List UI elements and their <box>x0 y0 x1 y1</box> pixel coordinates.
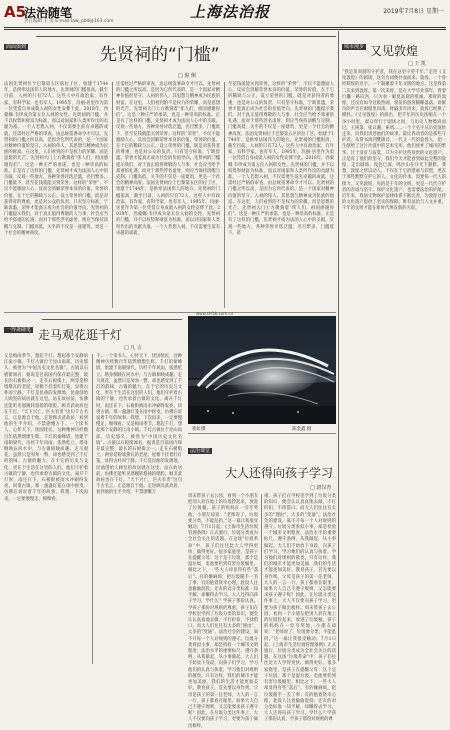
bridge-photo-image <box>188 316 336 424</box>
article-4-author: □ 唐汉青 <box>310 485 332 491</box>
section-divider <box>4 312 336 313</box>
section-title: 法治随笔 <box>24 6 73 20</box>
article-4-column-tag: 法治课堂 <box>190 448 211 454</box>
photo-divider <box>188 433 336 434</box>
photo-caption-right: 陈金鑫 摄 <box>292 427 312 432</box>
column-divider <box>261 494 262 662</box>
article-1-body: 法国先贤祠位于巴黎第五区的拉丁区，始建于1744年，是供奉法国伟人的地方。先贤祠的门槛很高，截至目前，入祠的只有72人。这些人中有政治家，有作家，有科学家，也有军人。1995年，玛丽·居里作为第一位凭借自身成就入祠的女性安葬于此。2018年，西蒙娜·韦伊成为第五位入祠的女性。先贤祠的门槛，并不以权势和财富为标准，而以对国家和人类所作出的贡献为准。一个人若想入祠，不仅需要生前有卓越的成就，还需经过严格的审查，由总统签署命令才可以。先贤祠的门槛之所以高，是因为它所代表的，是一个国家对精神价值的坚守。入祠的伟人，其思想与精神成为民族的财富。在这里，人们看到的不是权力的荣耀，而是思想的光芒。先贤祠大门上方镌刻着“伟人们，祖国感谢你们”。这是一种庄严的承诺，也是一种崇高的标准。正是有了这样的门槛，先贤祠才成为法国人心中的圣殿。反观一些地方，各种荣誉评选泛滥，名目繁多，门槛低下，甚至花钱就能买到荣誉。这样的“荣誉”，不仅不能激励人心，反而会消解荣誉本身的价值。荣誉的价值，在于它的稀缺与公正。设立荣誉的门槛，既是对获得者的尊重，也是对公众的负责。只有坚守标准，宁缺毋滥，荣誉才能真正成为社会的价值导向。先贤祠的门槛提示我们，对于真正值得尊敬的人与事，社会应当给予郑重的礼遇；而对于那些浮名虚誉，则应当保持清醒与克制。门槛高低，关乎的不仅是一座建筑，更是一个社会的精神高度。 <box>4 82 108 236</box>
issue-date: 2019年7月8日 星期一 <box>383 8 444 15</box>
article-4-body: 周末带孩子去公园，看到一个小朋友把别人扔在地上的垃圾捡起来，放进了垃圾桶。孩子的妈妈在一旁夸奖他，小朋友却说：“老师说了，垃圾要分类，不能乱扔。”这一幕让我很受触动。7月1日起，《上海市生活垃圾管理条例》正式施行，垃圾分类成为全社会关注的话题。在这场“垃圾革命”中，孩子们往往比大人学得更快、做得更好。很多家庭里，是孩子在提醒父母：这个是干垃圾，那个是湿垃圾，电池要扔到有害垃圾桶里。相比之下，一些大人却显得有些“落后”。有的嫌麻烦，把垃圾随手一丢了事；有的抱着侥幸心理，趁没人注意偷偷混投；还有的对分类标准一知半解，却懒得去学习。大人还得向孩子学习。学什么？学孩子那份认真，学孩子那份对规则的尊重。孩子们在学校里学到了垃圾分类的知识，便会认认真真地去做，不打折扣，不找借口。而大人们往往有太多的“理由”，太多的“变通”。法治社会的建设，离不开每一个人对规则的遵守。垃圾分类看似小事，却是检验一个城市文明程度、法治水平的重要标尺。遵守条例，从我做起，从小事做起。大人们不妨放下身段，向孩子们学习，学习他们的认真与执着，学习他们对规则的敬畏。只有这样，我们的城市才能更加美丽，我们的生活才能更加美好。教育孩子，首先要以身作则。父母是孩子的第一任老师，大人的一言一行，孩子都看在眼里。如果大人自己不遵守规则，又怎能要求孩子遵守呢？因此，在垃圾分类这件事上，大人不仅要向孩子学习，更要为孩子做出榜样。 <box>188 494 258 729</box>
article-3-body: 又是梅雨季节，想起千灯，想起那个安静的江南小镇。千灯古镇位于昆山南部，历史悠久，被誉为“中国历史文化名镇”。古镇以石板街闻名，据说是目前国内保存最完整、最长的石板街之一。走在石板街上，两旁是粉墙黛瓦的老屋，屋檐下挂着红灯笼，显得古朴而宁静。千灯是昆曲的发源地，昆曲创始人顾坚的故居就在这里。站在故居前，仿佛还能听见那婉转悠扬的唱腔。顾炎武故居也在千灯，“天下兴亡，匹夫有责”这句千古名言，正是源自于他。走进顾炎武故居，看到他的生平介绍，不禁感慨万千。一个读书人，心怀天下，忧国忧民，这种精神历经数百年依然熠熠生辉。千灯的秦峰塔，始建于南朝梁代，历经千年风雨，依然屹立。塔身倒映在河水中，与古镇相映成趣。走马观花，虽然只是匆匆一瞥，却也感受到了千灯的韵味。古镇的魅力，在于它的历史与文化，更在于生活在这里的人们。他们守护着古镇的宁静，也传承着古镇的文化。离开千灯时，雨还在下，石板街被雨水冲刷得发亮。回望古镇，那一盏盏灯笼在雨中摇曳，仿佛在诉说着千年的故事。我想，下次再来，一定要慢慢走，细细看。 <box>4 354 88 502</box>
article-3-column-tag: 一得斋随笔 <box>6 327 32 333</box>
article-1-title: 先贤祠的“门槛” <box>100 45 220 65</box>
article-3-title: 走马观花逛千灯 <box>38 328 123 342</box>
article-2-column-header <box>342 33 366 52</box>
header-rule <box>4 27 446 28</box>
article-4-body-col2: 重。孩子们在学校里学到了垃圾分类的知识，便会认认真真地去做，不打折扣，不找借口。而大人们往往有太多的“理由”，太多的“变通”。法治社会的建设，离不开每一个人对规则的遵守。垃圾分类看似小事，却是检验一个城市文明程度、法治水平的重要标尺。遵守条例，从我做起，从小事做起。大人们不妨放下身段，向孩子们学习，学习他们的认真与执着，学习他们对规则的敬畏。只有这样，我们的城市才能更加美丽，我们的生活才能更加美好。教育孩子，首先要以身作则。父母是孩子的第一任老师，大人的一言一行，孩子都看在眼里。如果大人自己不遵守规则，又怎能要求孩子遵守呢？因此，在垃圾分类这件事上，大人不仅要向孩子学习，更要为孩子做出榜样。周末带孩子去公园，看到一个小朋友把别人扔在地上的垃圾捡起来，放进了垃圾桶。孩子的妈妈在一旁夸奖他，小朋友却说：“老师说了，垃圾要分类，不能乱扔。”这一幕让我很受触动。7月1日起，《上海市生活垃圾管理条例》正式施行，垃圾分类成为全社会关注的话题。在这场“垃圾革命”中，孩子们往往比大人学得更快、做得更好。很多家庭里，是孩子在提醒父母：这个是干垃圾，那个是湿垃圾，电池要扔到有害垃圾桶里。相比之下，一些大人却显得有些“落后”。有的嫌麻烦，把垃圾随手一丢了事；有的抱着侥幸心理，趁没人注意偷偷混投；还有的对分类标准一知半解，却懒得去学习。大人还得向孩子学习。学什么？学孩子那份认真，学孩子那份对规则的尊 <box>264 494 336 723</box>
footer-url[interactable]: www.shfzb.com.cn <box>196 311 234 316</box>
photo-caption-left: 崔虹摄 <box>192 427 206 432</box>
photo-bridge-night <box>188 316 336 424</box>
column-divider <box>224 82 225 308</box>
article-1-body-col2: 还需经过严格的审查，由总统签署命令才可以。先贤祠的门槛之所以高，是因为它所代表的，是一个国家对精神价值的坚守。入祠的伟人，其思想与精神成为民族的财富。在这里，人们看到的不是权力的荣耀，而是思想的光芒。先贤祠大门上方镌刻着“伟人们，祖国感谢你们”。这是一种庄严的承诺，也是一种崇高的标准。正是有了这样的门槛，先贤祠才成为法国人心中的圣殿。反观一些地方，各种荣誉评选泛滥，名目繁多，门槛低下，甚至花钱就能买到荣誉。这样的“荣誉”，不仅不能激励人心，反而会消解荣誉本身的价值。荣誉的价值，在于它的稀缺与公正。设立荣誉的门槛，既是对获得者的尊重，也是对公众的负责。只有坚守标准，宁缺毋滥，荣誉才能真正成为社会的价值导向。先贤祠的门槛提示我们，对于真正值得尊敬的人与事，社会应当给予郑重的礼遇；而对于那些浮名虚誉，则应当保持清醒与克制。门槛高低，关乎的不仅是一座建筑，更是一个社会的精神高度。法国先贤祠位于巴黎第五区的拉丁区，始建于1744年，是供奉法国伟人的地方。先贤祠的门槛很高，截至目前，入祠的只有72人。这些人中有政治家，有作家，有科学家，也有军人。1995年，玛丽·居里作为第一位凭借自身成就入祠的女性安葬于此。2018年，西蒙娜·韦伊成为第五位入祠的女性。先贤祠的门槛，并不以权势和财富为标准，而以对国家和人类所作出的贡献为准。一个人若想入祠，不仅需要生前有卓越的成就， <box>116 82 220 236</box>
article-1-author: □ 倪 炯 <box>178 73 196 79</box>
article-4-column-header <box>188 437 212 456</box>
article-4-title: 大人还得向孩子学习 <box>225 466 334 480</box>
article-2-body: “我是莫高窟的守护者，我在这里守望千年。”走进《又见敦煌》的剧场，这句台词便扑面而来。敦煌，一个曾经辉煌的名字，一个凝聚着千年文明的地方。这是我第二次来到敦煌。第一次来时，是在大学毕业那年，背着行囊一路向西，只为看一眼莫高窟的壁画。那时的敦煌，还没有如今这般热闹，窟前的游客稀稀落落，讲解员的声音在洞窟里回荡。时隔多年再来，敦煌已经换了模样。《又见敦煌》的演出，把千年的历史浓缩在一个多小时里，观众穿行于剧场之间，与历史人物擦肩而过。王圆箓、张议潮、索靖……一个个名字从历史深处走来，向我们讲述他们的故事。最让我动容的是那些守护者。从常书鸿到樊锦诗，一代又一代的敦煌人，把一生献给了这片沙漠中的艺术宝库。他们放弃了城市的繁华，甘于清贫与寂寞，只为守护这些珍贵的文化遗产。正是有了他们的坚守，我们今天才能看到如此完整的敦煌。走出剧场，夜色已深，鸣沙山在月光下静默。我想，敦煌之所以动人，不仅在于它的壁画与彩塑，更在于那些默默守护它的人。文化的传承，需要每一代人的接力。又见敦煌，见的是千年的文明，更是一代代守护者的赤诚与坚守。保护文化遗产，也需要法治的护航。近年来，我国文物保护法律体系不断完善，为敦煌这样的文化遗产提供了坚实的保障。唯有法治与人文并重，千年的文明才能在新时代焕发新的光彩。 <box>342 70 446 212</box>
article-2-author: □ 王 凯 <box>408 61 426 67</box>
article-1-column-rule <box>36 36 336 37</box>
right-column-divider <box>338 31 339 661</box>
article-3-body-col2: 千。一个读书人，心怀天下，忧国忧民，这种精神历经数百年依然熠熠生辉。千灯的秦峰塔，始建于南朝梁代，历经千年风雨，依然屹立。塔身倒映在河水中，与古镇相映成趣。走马观花，虽然只是匆匆一瞥，却也感受到了千灯的韵味。古镇的魅力，在于它的历史与文化，更在于生活在这里的人们。他们守护着古镇的宁静，也传承着古镇的文化。离开千灯时，雨还在下，石板街被雨水冲刷得发亮。回望古镇，那一盏盏灯笼在雨中摇曳，仿佛在诉说着千年的故事。我想，下次再来，一定要慢慢走，细细看。又是梅雨季节，想起千灯，想起那个安静的江南小镇。千灯古镇位于昆山南部，历史悠久，被誉为“中国历史文化名镇”。古镇以石板街闻名，据说是目前国内保存最完整、最长的石板街之一。走在石板街上，两旁是粉墙黛瓦的老屋，屋檐下挂着红灯笼，显得古朴而宁静。千灯是昆曲的发源地，昆曲创始人顾坚的故居就在这里。站在故居前，仿佛还能听见那婉转悠扬的唱腔。顾炎武故居也在千灯，“天下兴亡，匹夫有责”这句千古名言，正是源自于他。走进顾炎武故居，看到他的生平介绍，不禁感慨万 <box>96 354 182 496</box>
article-2-column-tag: 城市漫步 <box>344 44 365 50</box>
editor-meta: 责任编辑 王 炎 E-mail:law_pbd@163.com <box>24 19 114 24</box>
article-3-column-rule <box>42 319 182 320</box>
column-divider <box>112 82 113 308</box>
header-rule-thin <box>4 29 446 30</box>
article-2-title: 又见敦煌 <box>370 44 419 58</box>
article-1-body-col3: 至花钱就能买到荣誉。这样的“荣誉”，不仅不能激励人心，反而会消解荣誉本身的价值。荣誉的价值，在于它的稀缺与公正。设立荣誉的门槛，既是对获得者的尊重，也是对公众的负责。只有坚守标准，宁缺毋滥，荣誉才能真正成为社会的价值导向。先贤祠的门槛提示我们，对于真正值得尊敬的人与事，社会应当给予郑重的礼遇；而对于那些浮名虚誉，则应当保持清醒与克制。门槛高低，关乎的不仅是一座建筑，更是一个社会的精神高度。法国先贤祠位于巴黎第五区的拉丁区，始建于1744年，是供奉法国伟人的地方。先贤祠的门槛很高，截至目前，入祠的只有72人。这些人中有政治家，有作家，有科学家，也有军人。1995年，玛丽·居里作为第一位凭借自身成就入祠的女性安葬于此。2018年，西蒙娜·韦伊成为第五位入祠的女性。先贤祠的门槛，并不以权势和财富为标准，而以对国家和人类所作出的贡献为准。一个人若想入祠，不仅需要生前有卓越的成就，还需经过严格的审查，由总统签署命令才可以。先贤祠的门槛之所以高，是因为它所代表的，是一个国家对精神价值的坚守。入祠的伟人，其思想与精神成为民族的财富。在这里，人们看到的不是权力的荣耀，而是思想的光芒。先贤祠大门上方镌刻着“伟人们，祖国感谢你们”。这是一种庄严的承诺，也是一种崇高的标准。正是有了这样的门槛，先贤祠才成为法国人心中的圣殿。反观一些地方，各种荣誉评选泛滥，名目繁多，门槛低下，甚 <box>228 82 334 236</box>
article-1-column-tag: 面面俱到 <box>6 44 27 50</box>
article-3-column-header <box>4 316 33 335</box>
article-3-author: □ 凡 言 <box>124 345 142 351</box>
column-divider <box>92 354 93 664</box>
page-number: A5 <box>4 3 27 21</box>
masthead: 上海法治报 <box>190 3 271 21</box>
